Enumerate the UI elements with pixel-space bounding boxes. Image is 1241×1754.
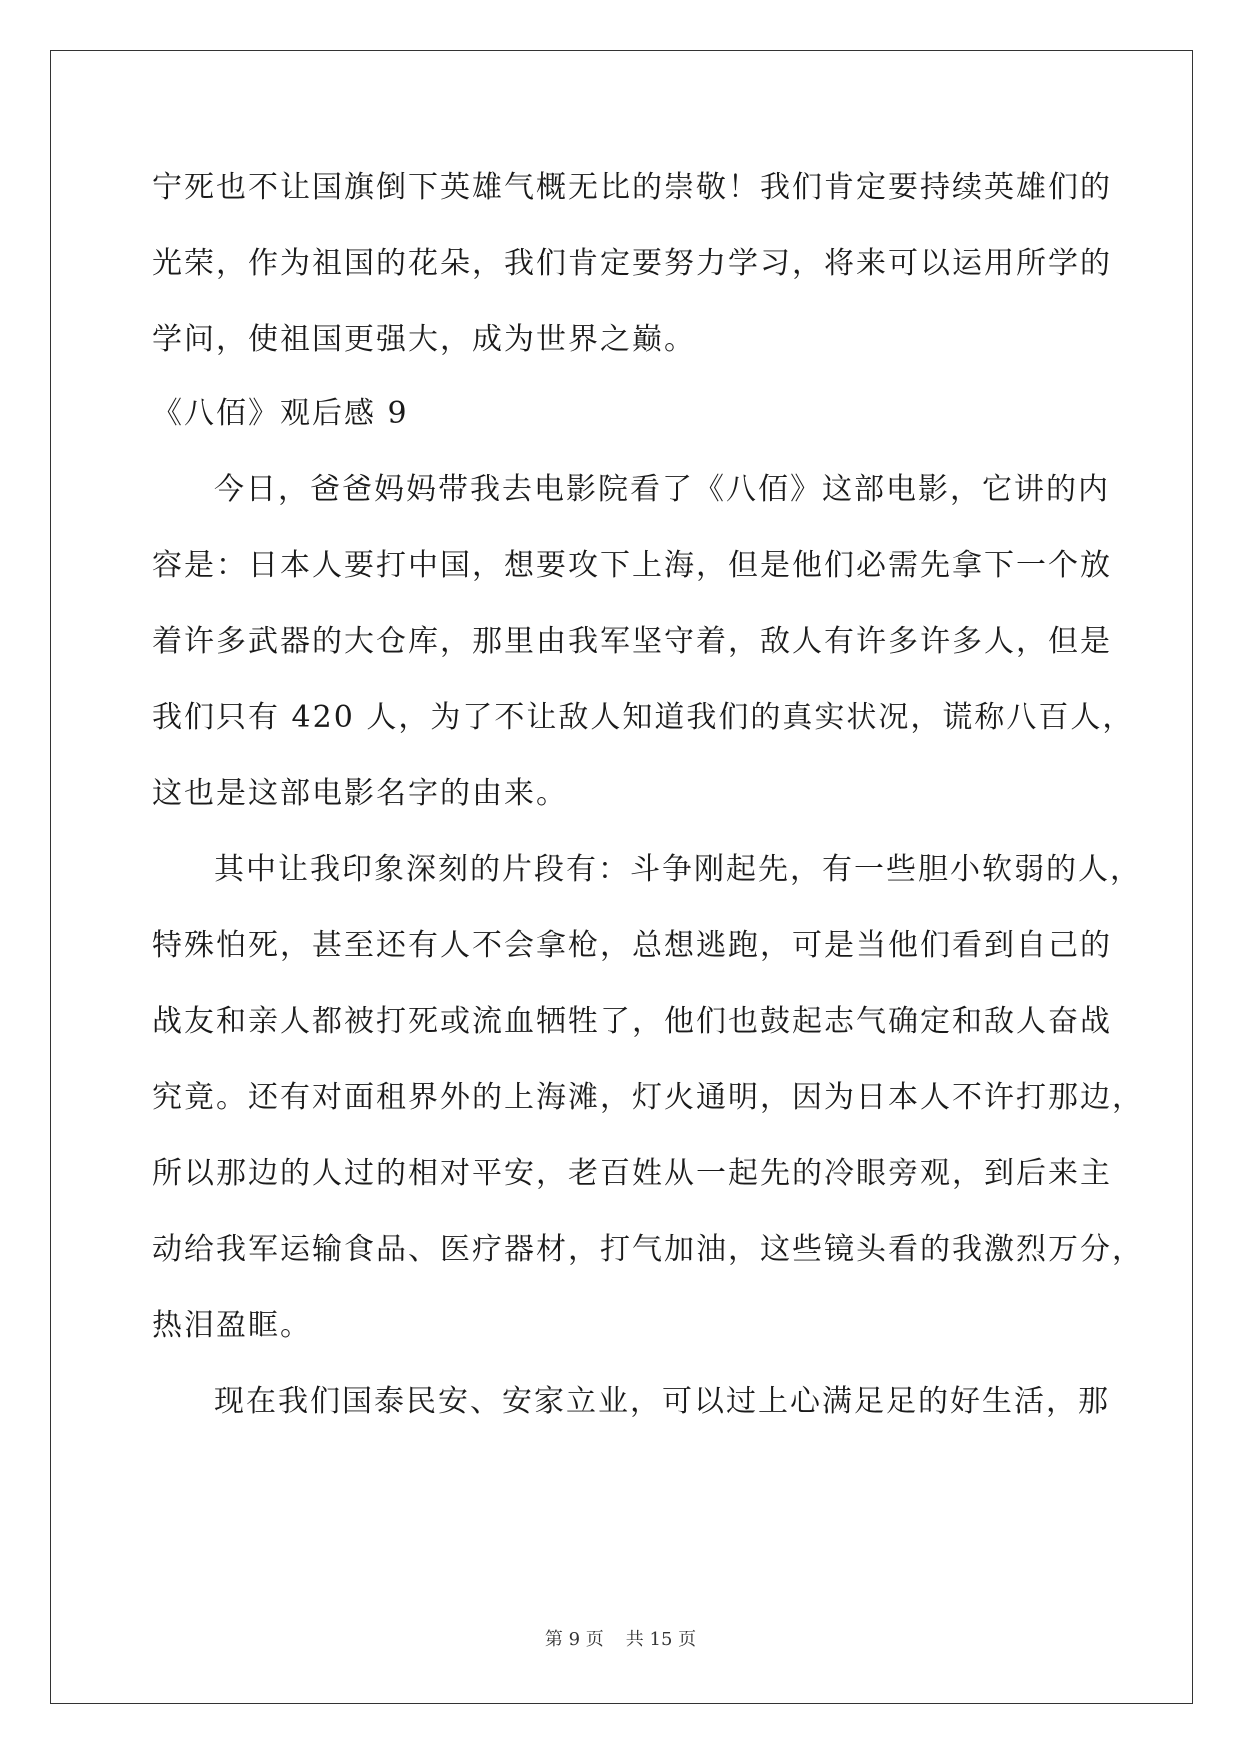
text-line: 所以那边的人过的相对平安，老百姓从一起先的冷眼旁观，到后来主 (152, 1156, 1112, 1191)
page-footer (0, 1628, 1241, 1652)
text-line: 究竟。还有对面租界外的上海滩，灯火通明，因为日本人不许打那边， (152, 1080, 1144, 1115)
text-line: 动给我军运输食品、医疗器材，打气加油，这些镜头看的我激烈万分， (152, 1232, 1144, 1267)
text-line: 容是：日本人要打中国，想要攻下上海，但是他们必需先拿下一个放 (152, 548, 1112, 583)
paragraph-first-line: 现在我们国泰民安、安家立业，可以过上心满足足的好生活，那 (214, 1384, 1110, 1419)
text-line: 特殊怕死，甚至还有人不会拿枪，总想逃跑，可是当他们看到自己的 (152, 928, 1112, 963)
text-line: 这也是这部电影名字的由来。 (152, 776, 568, 811)
text-line: 我们只有 420 人，为了不让敌人知道我们的真实状况，谎称八百人， (152, 700, 1135, 735)
text-line: 学问，使祖国更强大，成为世界之巅。 (152, 322, 696, 357)
text-line: 着许多武器的大仓库，那里由我军坚守着，敌人有许多许多人，但是 (152, 624, 1112, 659)
page-number: 第 9 页 (544, 1629, 604, 1650)
paragraph-first-line: 其中让我印象深刻的片段有：斗争刚起先，有一些胆小软弱的人， (214, 852, 1142, 887)
paragraph-first-line: 今日，爸爸妈妈带我去电影院看了《八佰》这部电影，它讲的内 (214, 472, 1110, 507)
text-line: 宁死也不让国旗倒下英雄气概无比的崇敬！我们肯定要持续英雄们的 (152, 170, 1112, 205)
text-line: 光荣，作为祖国的花朵，我们肯定要努力学习，将来可以运用所学的 (152, 246, 1112, 281)
text-line: 战友和亲人都被打死或流血牺牲了，他们也鼓起志气确定和敌人奋战 (152, 1004, 1112, 1039)
text-line: 热泪盈眶。 (152, 1308, 312, 1343)
section-heading: 《八佰》观后感 9 (152, 396, 409, 431)
page-total: 共 15 页 (625, 1629, 697, 1650)
